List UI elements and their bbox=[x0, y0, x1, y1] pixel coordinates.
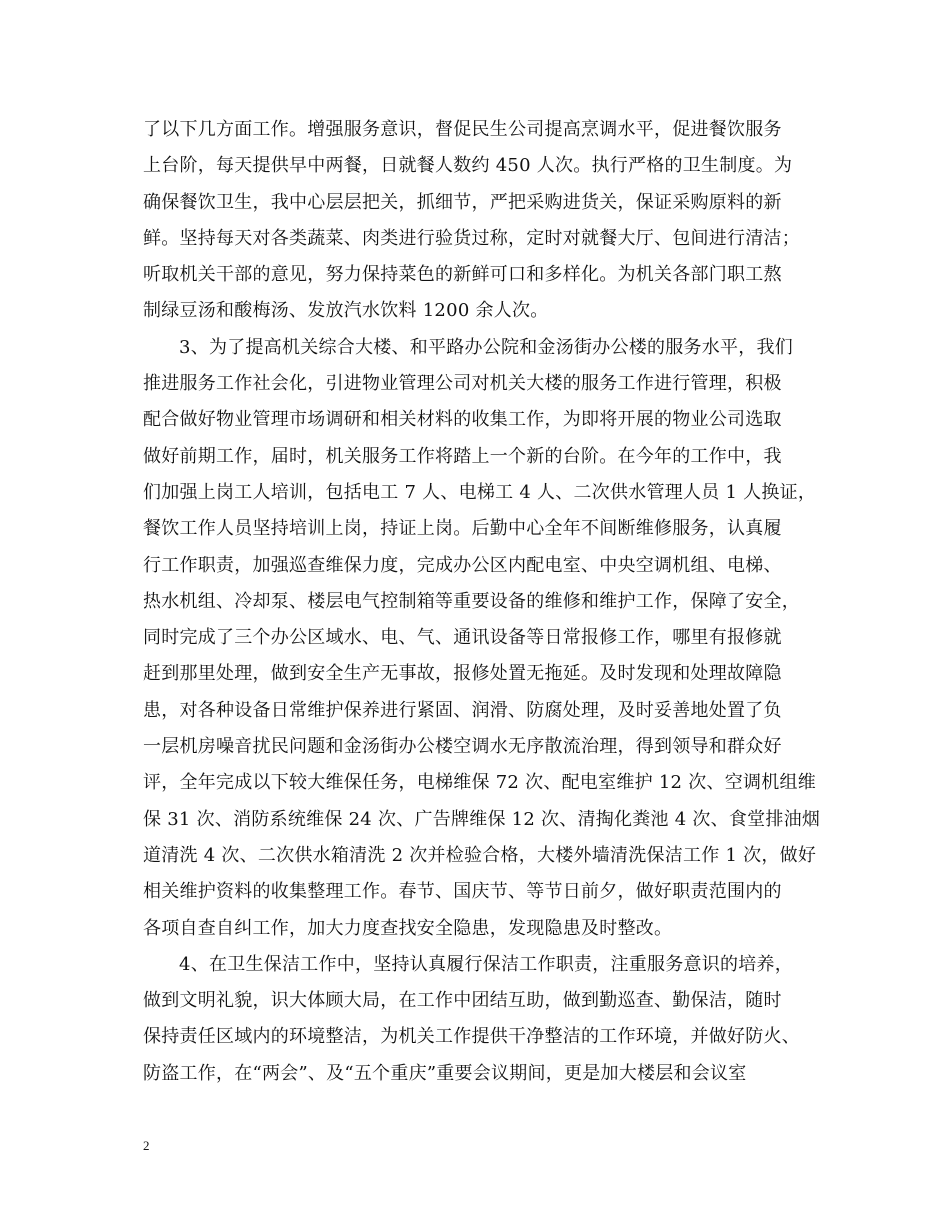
text-line: 们加强上岗工人培训，包括电工 7 人、电梯工 4 人、二次供水管理人员 1 人换证， bbox=[143, 481, 817, 503]
text-line: 了以下几方面工作。增强服务意识，督促民生公司提高烹调水平，促进餐饮服务 bbox=[143, 119, 782, 140]
text-line: 一层机房噪音扰民问题和金汤街办公楼空调水无序散流治理，得到领导和群众好 bbox=[143, 736, 782, 758]
document-body bbox=[143, 112, 821, 1092]
text-line: 各项自查自纠工作，加大力度查找安全隐患，发现隐患及时整改。 bbox=[143, 917, 673, 939]
text-line: 同时完成了三个办公区域水、电、气、通讯设备等日常报修工作，哪里有报修就 bbox=[143, 627, 782, 649]
page-number: 2 bbox=[143, 1138, 150, 1153]
text-line-first-indented: 4、在卫生保洁工作中，坚持认真履行保洁工作职责，注重服务意识的培养， bbox=[179, 953, 793, 975]
text-line: 道清洗 4 次、二次供水箱清洗 2 次并检验合格，大楼外墙清洗保洁工作 1 次，做好 bbox=[143, 844, 817, 866]
text-line: 赶到那里处理，做到安全生产无事故，报修处置无拖延。及时发现和处理故障隐 bbox=[143, 663, 782, 685]
paragraph-property-maintenance bbox=[143, 330, 821, 947]
text-line: 上台阶，每天提供早中两餐，日就餐人数约 450 人次。执行严格的卫生制度。为 bbox=[143, 155, 793, 177]
text-line: 评，全年完成以下较大维保任务，电梯维保 72 次、配电室维护 12 次、空调机组维 bbox=[143, 772, 816, 794]
paragraph-cleaning bbox=[143, 947, 815, 1092]
text-line: 推进服务工作社会化，引进物业管理公司对机关大楼的服务工作进行管理，积极 bbox=[143, 373, 782, 395]
text-line: 确保餐饮卫生，我中心层层把关，抓细节，严把采购进货关，保证采购原料的新 bbox=[143, 191, 782, 213]
text-line: 餐饮工作人员坚持培训上岗，持证上岗。后勤中心全年不间断维修服务，认真履 bbox=[143, 518, 782, 540]
text-line: 行工作职责，加强巡查维保力度，完成办公区内配电室、中央空调机组、电梯、 bbox=[143, 554, 782, 576]
text-line: 做到文明礼貌，识大体顾大局，在工作中团结互助，做到勤巡查、勤保洁，随时 bbox=[143, 990, 782, 1012]
text-line: 做好前期工作，届时，机关服务工作将踏上一个新的台阶。在今年的工作中，我 bbox=[143, 445, 782, 467]
text-line: 制绿豆汤和酸梅汤、发放汽水饮料 1200 余人次。 bbox=[143, 300, 549, 322]
text-line: 防盗工作，在“两会”、及“五个重庆”重要会议期间，更是加大楼层和会议室 bbox=[143, 1062, 747, 1084]
text-line: 保持责任区域内的环境整洁，为机关工作提供干净整洁的工作环境，并做好防火、 bbox=[143, 1026, 800, 1048]
text-line: 热水机组、冷却泵、楼层电气控制箱等重要设备的维修和维护工作，保障了安全， bbox=[143, 590, 800, 612]
text-line: 听取机关干部的意见，努力保持菜色的新鲜可口和多样化。为机关各部门职工熬 bbox=[143, 264, 782, 286]
text-line: 保 31 次、消防系统维保 24 次、广告牌维保 12 次、清掏化粪池 4 次、食堂排油烟 bbox=[143, 808, 821, 830]
text-line: 患，对各种设备日常维护保养进行紧固、润滑、防腐处理，及时妥善地处置了负 bbox=[143, 699, 782, 721]
text-line: 配合做好物业管理市场调研和相关材料的收集工作，为即将开展的物业公司选取 bbox=[143, 409, 782, 431]
text-line: 鲜。坚持每天对各类蔬菜、肉类进行验货过称，定时对就餐大厅、包间进行清洁； bbox=[143, 227, 800, 249]
paragraph-catering bbox=[143, 112, 815, 330]
text-line: 相关维护资料的收集整理工作。春节、国庆节、等节日前夕，做好职责范围内的 bbox=[143, 881, 782, 903]
text-line-first-indented: 3、为了提高机关综合大楼、和平路办公院和金汤街办公楼的服务水平，我们 bbox=[179, 336, 793, 358]
